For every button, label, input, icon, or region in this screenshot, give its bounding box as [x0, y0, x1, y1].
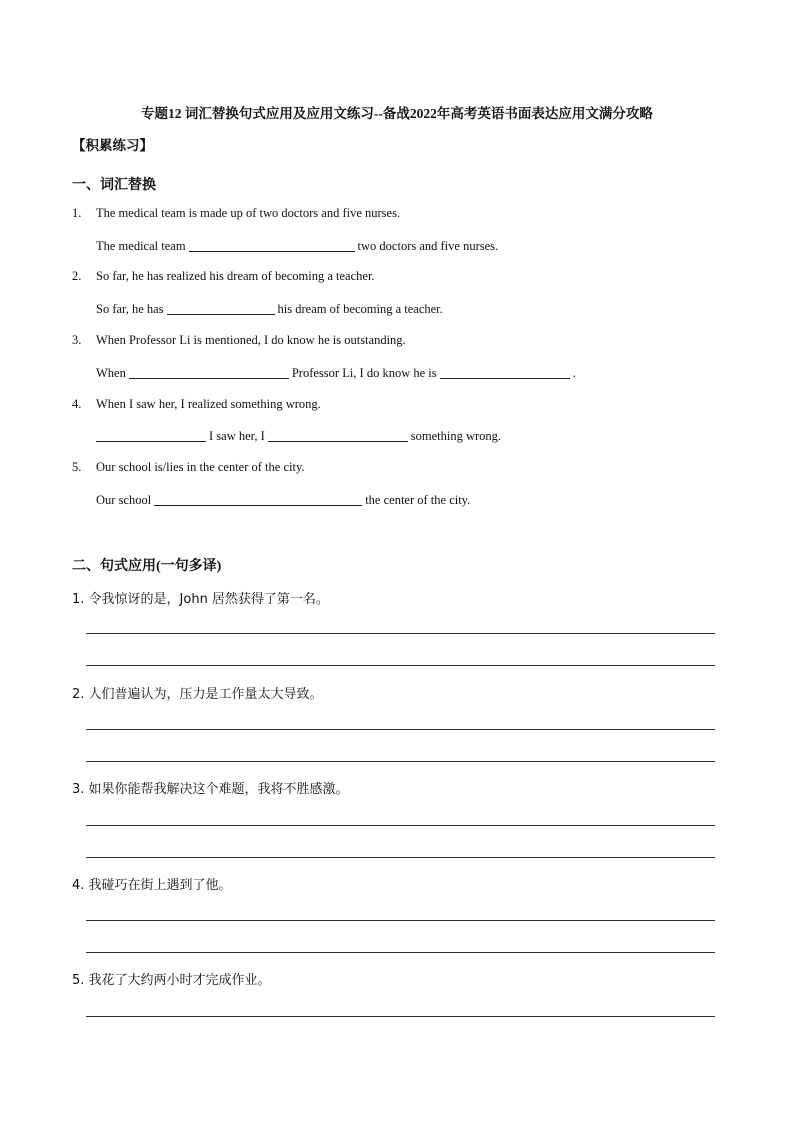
rewrite-text: something wrong.	[410, 429, 502, 443]
rewrite-text: two doctors and five nurses.	[357, 239, 499, 253]
item-number: 4.	[72, 397, 82, 411]
rewrite-text: his dream of becoming a teacher.	[277, 302, 443, 316]
rewrite-text: the center of the city.	[365, 493, 471, 507]
item-number: 1.	[72, 206, 82, 220]
item-number: 5.	[72, 460, 82, 474]
answer-line[interactable]	[86, 633, 715, 634]
answer-line[interactable]	[86, 1016, 715, 1017]
translation-prompt-4: 4. 我碰巧在街上遇到了他。	[72, 878, 232, 893]
rewrite-text: So far, he has	[96, 302, 164, 316]
answer-line[interactable]	[86, 729, 715, 730]
original-sentence: Our school is/lies in the center of the city.	[96, 460, 305, 474]
rewrite-text: .	[572, 366, 576, 380]
rewrite-text: Our school	[96, 493, 152, 507]
original-sentence: When Professor Li is mentioned, I do know he is outstanding.	[96, 333, 406, 347]
fill-blank[interactable]	[189, 238, 355, 252]
fill-blank[interactable]	[268, 428, 408, 442]
fill-blank[interactable]	[440, 365, 570, 379]
item-number: 3.	[72, 333, 82, 347]
item-number: 2.	[72, 269, 82, 283]
answer-line[interactable]	[86, 920, 715, 921]
translation-prompt-5: 5. 我花了大约两小时才完成作业。	[72, 973, 271, 988]
rewrite-text: The medical team	[96, 239, 186, 253]
answer-line[interactable]	[86, 825, 715, 826]
fill-blank[interactable]	[96, 428, 206, 442]
translation-prompt-2: 2. 人们普遍认为，压力是工作量太大导致。	[72, 687, 323, 702]
page-title: 专题12 词汇替换句式应用及应用文练习--备战2022年高考英语书面表达应用文满分攻略	[141, 106, 653, 121]
rewrite-text: Professor Li, I do know he is	[291, 366, 437, 380]
fill-blank[interactable]	[167, 301, 275, 315]
rewrite-text: When	[96, 366, 126, 380]
translation-prompt-1: 1. 令我惊讶的是，John 居然获得了第一名。	[72, 592, 329, 607]
fill-blank[interactable]	[129, 365, 289, 379]
rewrite-line-4	[93, 428, 501, 444]
answer-line[interactable]	[86, 761, 715, 762]
original-sentence: When I saw her, I realized something wrong.	[96, 397, 321, 411]
rewrite-line-5	[96, 492, 470, 508]
answer-line[interactable]	[86, 952, 715, 953]
fill-blank[interactable]	[154, 492, 362, 506]
translation-prompt-3: 3. 如果你能帮我解决这个难题，我将不胜感激。	[72, 782, 349, 797]
practice-tag: 【积累练习】	[72, 138, 153, 153]
rewrite-line-1	[96, 238, 498, 254]
rewrite-text: I saw her, I	[209, 429, 265, 443]
section-vocab-heading: 一、词汇替换	[72, 178, 156, 193]
original-sentence: The medical team is made up of two doctors and five nurses.	[96, 206, 401, 220]
section-sentence-heading: 二、句式应用(一句多译)	[72, 559, 222, 574]
rewrite-line-2	[96, 301, 443, 317]
answer-line[interactable]	[86, 665, 715, 666]
rewrite-line-3	[96, 365, 576, 381]
answer-line[interactable]	[86, 857, 715, 858]
original-sentence: So far, he has realized his dream of becoming a teacher.	[96, 269, 375, 283]
